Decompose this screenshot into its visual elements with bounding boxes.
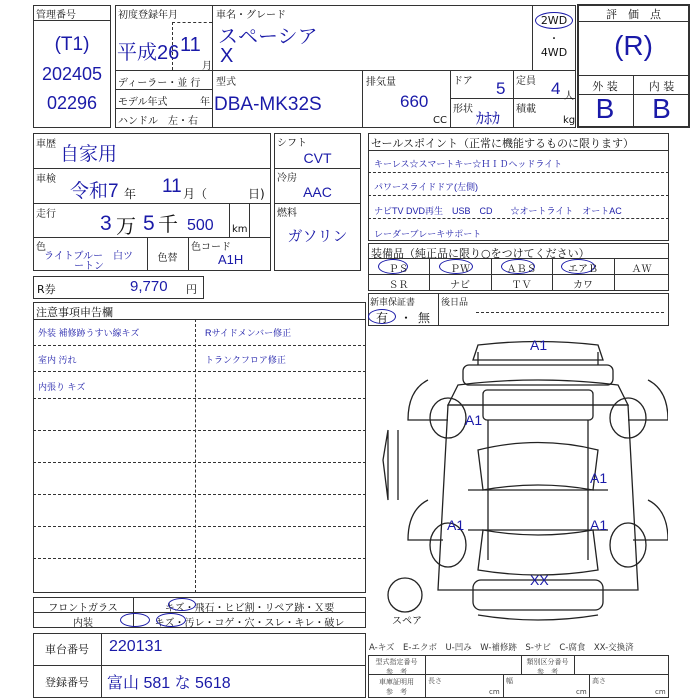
plate-number: 富山 581 な 5618 — [107, 675, 231, 692]
drive-4wd: 4WD — [540, 46, 568, 59]
capacity-unit: 人 — [564, 91, 574, 102]
year-unit: 年 — [200, 97, 210, 108]
equip-aw: ＡＷ — [631, 264, 652, 275]
height-label: 高さ — [592, 677, 606, 685]
ext-score: B — [595, 93, 615, 124]
note-item: トランクフロア修正 — [205, 355, 286, 365]
color-label: 色 — [36, 242, 46, 253]
mgmt-number: 02296 — [46, 93, 98, 113]
load-label: 積載 — [516, 104, 536, 115]
mileage-man: 3 — [100, 212, 112, 235]
sales-label: セールスポイント（正常に機能するものに限ります） — [371, 137, 635, 150]
note-item: 内張り キズ — [38, 382, 86, 392]
unit-cm: cm — [489, 688, 500, 696]
glass-options: キズ・飛石・ヒビ割・リペア跡・Ｘ要 — [164, 603, 335, 614]
dealer-label: ディーラー・並 行 — [118, 78, 201, 89]
inspection-era: 令和7 — [70, 181, 119, 202]
recycle-value: 9,770 — [130, 278, 168, 295]
day-unit: 日) — [248, 187, 265, 201]
car-diagram — [368, 330, 668, 630]
mgmt-label: 管理番号 — [36, 10, 76, 21]
mgmt-date: 202405 — [41, 64, 103, 84]
model-year-label: モデル年式 — [118, 97, 168, 108]
warranty-no: 無 — [418, 311, 431, 325]
shape-value: ｶﾎｶ — [476, 111, 501, 128]
sen-unit: 千 — [158, 212, 178, 236]
mileage-rest: 500 — [187, 217, 214, 234]
color-value: ライトブルー 白ツ — [44, 251, 133, 262]
color-code-label: 色コード — [191, 242, 231, 253]
damage-mark: A1 — [465, 412, 483, 428]
doors-label: ドア — [453, 76, 473, 87]
damage-mark: A1 — [590, 470, 608, 486]
drive-sep: ・ — [549, 34, 559, 45]
sales-item: ナビTV DVD再生 USB CD ☆オートライト オートAC — [374, 206, 622, 216]
reg-month: 11 — [180, 34, 201, 56]
fuel-label: 燃料 — [277, 208, 297, 219]
equip-ps: ＰＳ — [388, 264, 409, 275]
class-number-label: 類別区分番号 参 考 — [526, 658, 569, 676]
mileage-unit: km — [232, 224, 248, 235]
spare-label: スペア — [392, 616, 422, 627]
engine-label: 排気量 — [366, 77, 396, 88]
note-item: 外装 補修跡うすい線キズ — [38, 328, 140, 338]
history-value: 自家用 — [60, 144, 118, 165]
mileage-label: 走行 — [36, 209, 56, 220]
equip-navi: ナビ — [450, 280, 470, 291]
equip-leather: カワ — [573, 280, 593, 291]
shape-label: 形状 — [453, 104, 473, 115]
doors-value: 5 — [496, 79, 506, 98]
inspection-month: 11 — [162, 176, 182, 197]
car-grade: X — [220, 45, 234, 67]
reg-year: 平成26 — [117, 42, 180, 64]
year-unit: 年 — [124, 187, 137, 201]
man-unit: 万 — [116, 214, 136, 238]
type-designation-label: 型式指定番号 参 考 — [375, 658, 418, 676]
capacity-value: 4 — [551, 79, 561, 98]
equip-airbag: エアＢ — [568, 264, 598, 275]
damage-mark: A1 — [447, 517, 465, 533]
history-label: 車歴 — [36, 139, 56, 150]
score-value: (R) — [614, 30, 653, 61]
damage-legend: A-キズ E-エクボ U-凹み W-補修跡 S-サビ C-腐食 XX-交換済 — [369, 643, 634, 653]
ext-label: 外 装 — [592, 80, 618, 93]
later-label: 後日品 — [441, 298, 469, 308]
interior-label: 内装 — [73, 618, 93, 629]
car-name: スペーシア — [218, 26, 318, 48]
ac-label: 冷房 — [277, 173, 297, 184]
lane: (T1) — [54, 34, 90, 55]
notes-label: 注意事項申告欄 — [36, 306, 113, 319]
damage-mark: XX — [530, 572, 549, 588]
equip-pw: ＰＷ — [450, 264, 470, 275]
drive-2wd: 2WD — [540, 14, 568, 27]
shift-value: CVT — [303, 150, 332, 166]
engine-value: 660 — [400, 92, 429, 111]
sales-item: レーダーブレーキサポート — [374, 229, 482, 239]
reg-label: 初度登録年月 — [118, 10, 178, 21]
model-value: DBA-MK32S — [214, 94, 322, 115]
color-value-2: ートン — [74, 261, 104, 272]
inspection-label: 車検 — [36, 174, 56, 185]
warranty-label: 新車保証書 — [370, 298, 416, 308]
note-item: 室内 汚れ — [38, 355, 77, 365]
warranty-sep: ・ — [400, 311, 413, 325]
unit-cm: cm — [655, 688, 666, 696]
equip-abs: ＡＢＳ — [506, 264, 537, 275]
ac-value: AAC — [303, 184, 332, 200]
width-label: 幅 — [506, 677, 513, 685]
note-item: Rサイドメンバー修正 — [205, 328, 292, 338]
equip-tv: ＴＶ — [511, 280, 532, 291]
equipment-label: 装備品（純正品に限り○をつけてください） — [371, 247, 590, 260]
length-label: 長さ — [428, 677, 442, 685]
warranty-yes: 有 — [376, 311, 389, 325]
month-unit: 月 — [202, 61, 212, 72]
recycle-label: R券 — [37, 283, 56, 296]
car-label: 車名・グレード — [216, 10, 286, 21]
fuel-value: ガソリン — [287, 228, 348, 245]
chassis-label: 車台番号 — [45, 643, 89, 656]
capacity-label: 定員 — [516, 76, 536, 87]
model-label: 型式 — [216, 77, 236, 88]
month-unit: 月（ — [183, 187, 208, 201]
sales-item: キーレス☆スマートキー☆ＨＩＤヘッドライト — [374, 159, 563, 169]
int-score: B — [652, 93, 671, 124]
garage-cert-label: 車庫証明用 参 考 — [379, 678, 414, 696]
color-code: A1H — [218, 252, 244, 267]
recycle-unit: 円 — [186, 283, 197, 296]
equip-sr: ＳＲ — [388, 280, 409, 291]
recycle-box — [33, 276, 204, 299]
int-label: 内 装 — [648, 80, 675, 93]
sales-item: パワースライドドア(左側) — [374, 182, 479, 192]
plate-label: 登録番号 — [45, 676, 89, 689]
color-change-label: 色替 — [157, 253, 178, 264]
shift-label: シフト — [277, 138, 307, 149]
glass-label: フロントガラス — [48, 603, 118, 614]
unit-cm: cm — [576, 688, 587, 696]
vehicle-info-box — [115, 5, 576, 128]
interior-options: キズ・汚レ・コゲ・穴・スレ・キレ・破レ — [154, 618, 345, 629]
handle-label: ハンドル 左・右 — [118, 116, 198, 127]
engine-unit: CC — [433, 115, 447, 126]
damage-mark: A1 — [530, 337, 548, 353]
damage-mark: A1 — [590, 517, 608, 533]
mileage-sen: 5 — [143, 212, 155, 235]
load-unit: kg — [563, 115, 576, 126]
score-label: 評 価 点 — [606, 8, 661, 21]
chassis-number: 220131 — [109, 638, 163, 655]
